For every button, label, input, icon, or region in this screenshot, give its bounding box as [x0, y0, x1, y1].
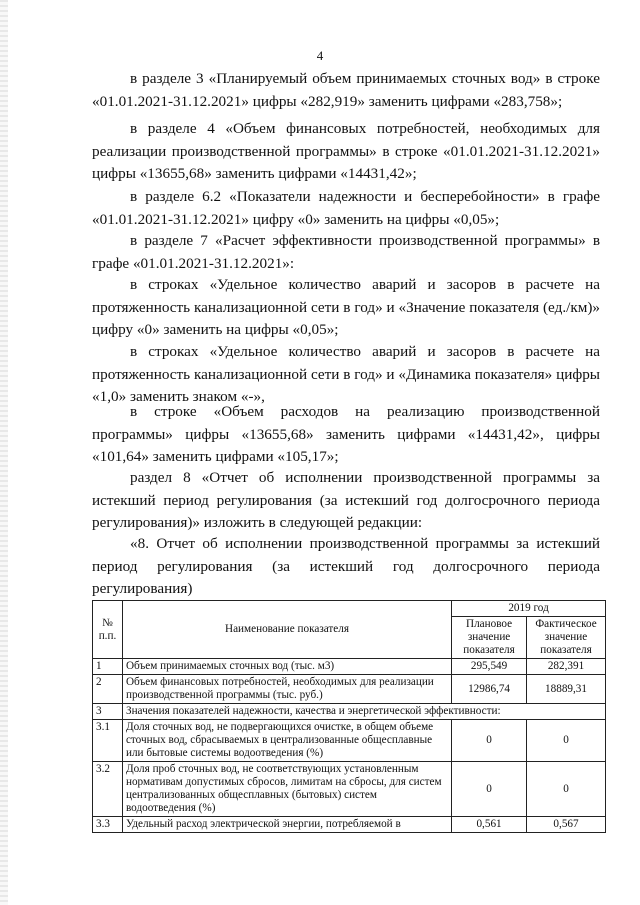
- paragraph-1: в разделе 3 «Планируемый объем принимаемых сточных вод» в строке «01.01.2021-31.12.2021» цифры «282,919» заменить цифрами «283,758»;: [92, 70, 600, 110]
- header-number: № п.п.: [93, 601, 123, 659]
- row-number: 3: [93, 704, 123, 720]
- table-row: [93, 659, 606, 675]
- table-row: [93, 762, 606, 817]
- row-plan: 0: [452, 720, 527, 762]
- paragraph-4: в разделе 7 «Расчет эффективности производственной программы» в графе «01.01.2021-31.12.2021»:: [92, 232, 600, 272]
- row-plan: 0,561: [452, 817, 527, 833]
- paragraph-6: в строках «Удельное количество аварий и засоров в расчете на протяженность канализационной сети в год» и «Динамика показателя» цифры «1,0» заменить знаком «-»,: [92, 343, 600, 405]
- row-fact: 0: [527, 720, 606, 762]
- row-fact: 282,391: [527, 659, 606, 675]
- row-number: 3.2: [93, 762, 123, 817]
- table-row: [93, 704, 606, 720]
- row-name: Доля проб сточных вод, не соответствующих установленным нормативам допустимых сбросов, лимитам на сбросы, для систем централизованных общесплавных (бытовых) систем водоотведения (%): [122, 762, 451, 817]
- header-name: Наименование показателя: [122, 601, 451, 659]
- paragraph-8: раздел 8 «Отчет об исполнении производственной программы за истекший период регулирования (за истекший год долгосрочного периода регулирования)» изложить в следующей редакции:: [92, 469, 600, 531]
- row-number: 1: [93, 659, 123, 675]
- paragraph-5: в строках «Удельное количество аварий и засоров в расчете на протяженность канализационной сети в год» и «Значение показателя (ед./км)» цифру «0» заменить на цифры «0,05»;: [92, 276, 600, 338]
- report-table: [92, 600, 606, 833]
- row-fact: 0,567: [527, 817, 606, 833]
- row-plan: 0: [452, 762, 527, 817]
- header-year: 2019 год: [452, 601, 606, 617]
- row-name: Значения показателей надежности, качества и энергетической эффективности:: [122, 704, 605, 720]
- table-row: [93, 720, 606, 762]
- table-row: [93, 675, 606, 704]
- row-number: 2: [93, 675, 123, 704]
- header-plan: Плановое значение показателя: [452, 617, 527, 659]
- row-name: Доля сточных вод, не подвергающихся очистке, в общем объеме сточных вод, сбрасываемых в централизованные общесплавные или бытовые системы водоотведения (%): [122, 720, 451, 762]
- row-name: Объем финансовых потребностей, необходимых для реализации производственной программы (тыс. руб.): [122, 675, 451, 704]
- paragraph-3: в разделе 6.2 «Показатели надежности и бесперебойности» в графе «01.01.2021-31.12.2021» цифру «0» заменить на цифры «0,05»;: [92, 188, 600, 228]
- row-number: 3.1: [93, 720, 123, 762]
- table-row: [93, 817, 606, 833]
- scan-edge: [0, 0, 8, 905]
- row-plan: 12986,74: [452, 675, 527, 704]
- row-fact: 18889,31: [527, 675, 606, 704]
- paragraph-2: в разделе 4 «Объем финансовых потребностей, необходимых для реализации производственной программы» в строке «01.01.2021-31.12.2021» цифры «13655,68» заменить цифрами «14431,42»;: [92, 120, 600, 182]
- row-name: Объем принимаемых сточных вод (тыс. м3): [122, 659, 451, 675]
- page-number: 4: [316, 48, 324, 63]
- row-plan: 295,549: [452, 659, 527, 675]
- row-name: Удельный расход электрической энергии, потребляемой в: [122, 817, 451, 833]
- paragraph-7: в строке «Объем расходов на реализацию производственной программы» цифры «13655,68» заменить цифрами «14431,42», цифры «101,64» заменить цифрами «105,17»;: [92, 403, 600, 465]
- section-8-heading: «8. Отчет об исполнении производственной программы за истекший период регулирования (за истекший год долгосрочного периода регулирования): [92, 535, 600, 597]
- row-number: 3.3: [93, 817, 123, 833]
- header-fact: Фактическое значение показателя: [527, 617, 606, 659]
- row-fact: 0: [527, 762, 606, 817]
